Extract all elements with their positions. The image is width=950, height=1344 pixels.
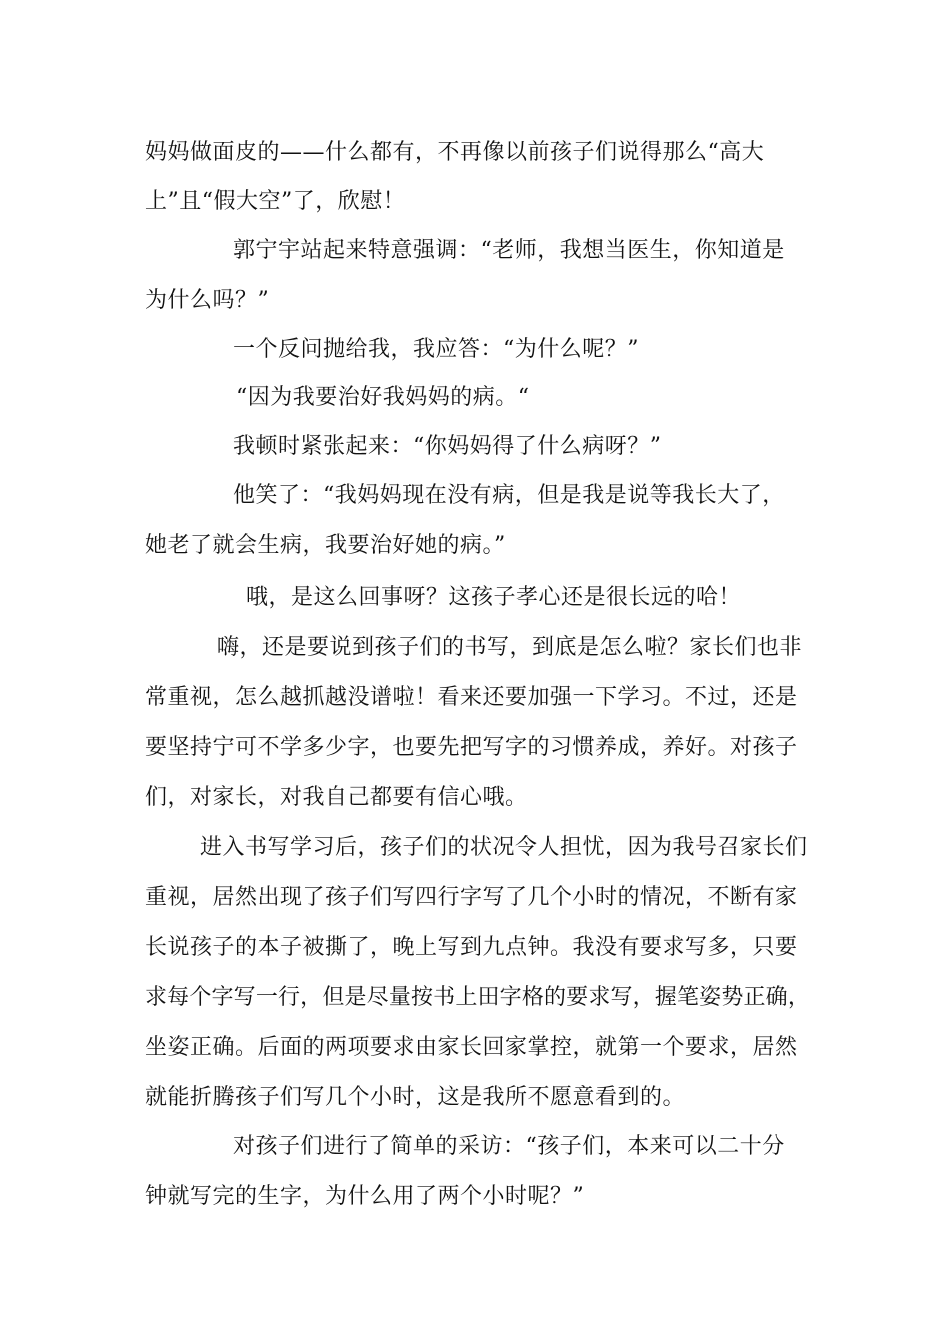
text-line: 一个反问抛给我，我应答：“为什么呢？”: [233, 337, 639, 362]
text-line: 们，对家长，对我自己都要有信心哦。: [145, 785, 528, 810]
text-line: 就能折腾孩子们写几个小时，这是我所不愿意看到的。: [145, 1085, 686, 1110]
text-line: 嗨，还是要说到孩子们的书写，到底是怎么啦？家长们也非: [217, 635, 803, 660]
text-line: 他笑了：“我妈妈现在没有病，但是我是说等我长大了，: [233, 483, 785, 508]
text-line: 求每个字写一行，但是尽量按书上田字格的要求写，握笔姿势正确，: [145, 985, 811, 1010]
text-line: 进入书写学习后，孩子们的状况令人担忧，因为我号召家长们: [200, 835, 808, 860]
text-line: “因为我要治好我妈妈的病。“: [236, 385, 530, 410]
text-line: 对孩子们进行了简单的采访：“孩子们，本来可以二十分: [233, 1134, 785, 1159]
text-line: 常重视，怎么越抓越没谱啦！看来还要加强一下学习。不过，还是: [145, 685, 798, 710]
text-line: 我顿时紧张起来：“你妈妈得了什么病呀？”: [233, 434, 662, 459]
text-line: 她老了就会生病，我要治好她的病。”: [145, 533, 506, 558]
text-line: 重视，居然出现了孩子们写四行字写了几个小时的情况，不断有家: [145, 885, 798, 910]
text-line: 上”且“假大空”了，欣慰！: [145, 189, 406, 214]
text-line: 为什么吗？”: [145, 288, 270, 313]
text-line: 妈妈做面皮的——什么都有，不再像以前孩子们说得那么“高大: [145, 140, 765, 165]
text-line: 要坚持宁可不学多少字，也要先把写字的习惯养成，养好。对孩子: [145, 735, 798, 760]
text-line: 长说孩子的本子被撕了，晚上写到九点钟。我没有要求写多，只要: [145, 935, 798, 960]
text-line: 郭宁宇站起来特意强调：“老师，我想当医生，你知道是: [233, 238, 785, 263]
text-line: 坐姿正确。后面的两项要求由家长回家掌控，就第一个要求，居然: [145, 1035, 798, 1060]
text-line: 钟就写完的生字，为什么用了两个小时呢？”: [145, 1184, 585, 1209]
text-line: 哦，是这么回事呀？这孩子孝心还是很长远的哈！: [246, 585, 742, 610]
